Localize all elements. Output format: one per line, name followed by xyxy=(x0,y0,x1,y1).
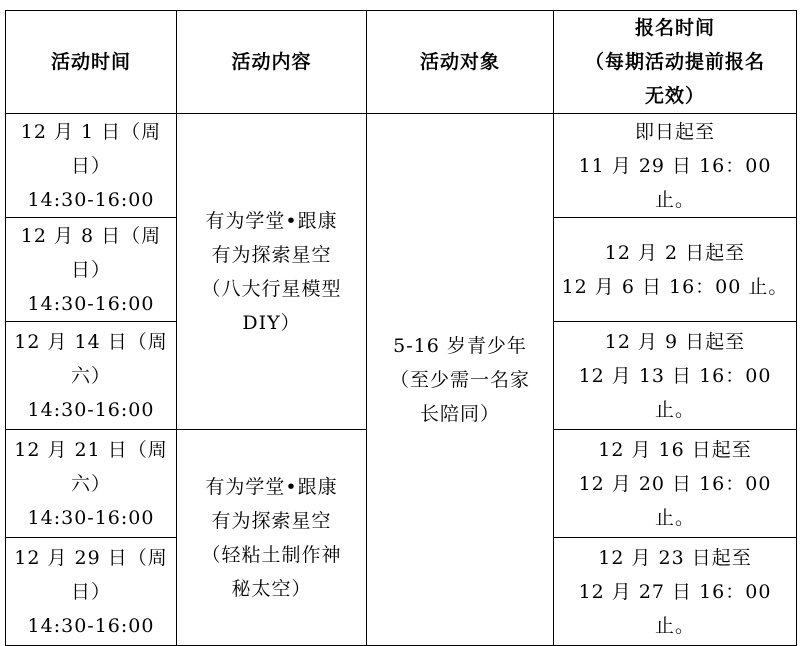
signup-time-cell: 12 月 16 日起至 12 月 20 日 16：00 止。 xyxy=(554,430,797,538)
activity-target-cell: 5-16 岁青少年 （至少需一名家 长陪同） xyxy=(367,114,554,646)
activity-content-cell: 有为学堂•跟康 有为探索星空 （八大行星模型 DIY） xyxy=(177,114,367,430)
header-row xyxy=(6,11,797,114)
signup-time-cell: 12 月 2 日起至 12 月 6 日 16：00 止。 xyxy=(554,218,797,322)
header-signup-time: 报名时间 （每期活动提前报名 无效） xyxy=(554,11,797,114)
header-activity-target: 活动对象 xyxy=(367,11,554,114)
activity-time-cell: 12 月 29 日（周 日） 14:30-16:00 xyxy=(6,538,177,646)
header-activity-time: 活动时间 xyxy=(6,11,177,114)
table-row xyxy=(6,114,797,218)
signup-time-cell: 12 月 23 日起至 12 月 27 日 16：00 止。 xyxy=(554,538,797,646)
signup-time-cell: 即日起至 11 月 29 日 16：00 止。 xyxy=(554,114,797,218)
signup-time-cell: 12 月 9 日起至 12 月 13 日 16：00 止。 xyxy=(554,322,797,430)
activity-time-cell: 12 月 14 日（周 六） 14:30-16:00 xyxy=(6,322,177,430)
activity-content-cell: 有为学堂•跟康 有为探索星空 （轻粘土制作神 秘太空） xyxy=(177,430,367,646)
activity-time-cell: 12 月 21 日（周 六） 14:30-16:00 xyxy=(6,430,177,538)
activity-time-cell: 12 月 8 日（周 日） 14:30-16:00 xyxy=(6,218,177,322)
activity-time-cell: 12 月 1 日（周 日） 14:30-16:00 xyxy=(6,114,177,218)
activity-schedule-table xyxy=(5,10,797,646)
header-activity-content: 活动内容 xyxy=(177,11,367,114)
